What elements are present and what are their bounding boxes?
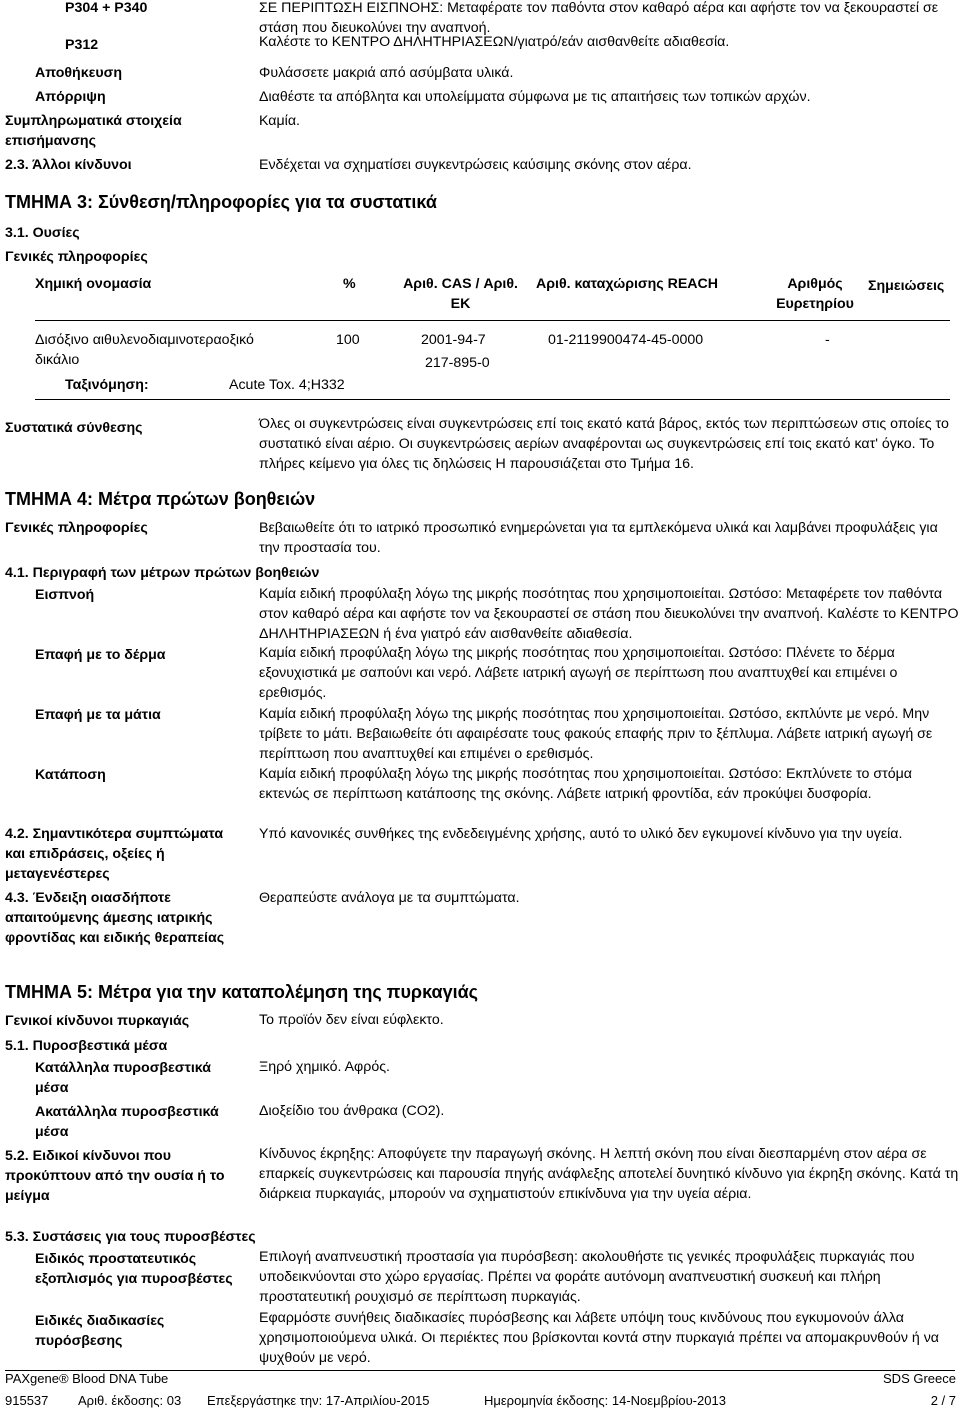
p312-code: P312 (65, 37, 99, 53)
subsection-4-2-text: Υπό κανονικές συνθήκες της ενδεδειγμένης χρήσης, αυτό το υλικό δεν εγκυμονεί κίνδυνο για την υγεία. (259, 826, 903, 842)
footer-doc-id: 915537 (5, 1393, 49, 1408)
composition-text: Όλες οι συγκεντρώσεις είναι συγκεντρώσεις επί τοις εκατό κατά βάρος, εκτός των περιπτώσεων στις οποίες το συστατικό είναι αέριο. Οι συγκεντρώσεις αερίων αναφέρονται ως συγκεντρώσεις επί τοις εκατό κατ' όγκο. Το πλήρες κείμενο για όλες τις δηλώσεις Η παρουσιάζεται στο Τμήμα 16. (259, 416, 949, 472)
subsection-4-1: 4.1. Περιγραφή των μέτρων πρώτων βοηθειών (5, 565, 320, 581)
s4-general-label: Γενικές πληροφορίες (5, 520, 148, 536)
eye-contact-text: Καμία ειδική προφύλαξη λόγω της μικρής ποσότητας που χρησιμοποιείται. Ωστόσο, εκπλύντε με νερό. Μην τρίβετε το μάτι. Βεβαιωθείτε ότι αφαιρέσατε τους φακούς επαφής πριν το ξέπλυμα. Λάβετε ιατρική αγωγή σε περίπτωση που αναπτυχθεί και επιμένει ο ερεθισμός. (259, 706, 933, 762)
ingestion-label: Κατάποση (35, 767, 106, 783)
table-cell-ec: 217-895-0 (425, 355, 490, 371)
table-header-divider (35, 320, 950, 321)
general-info-label: Γενικές πληροφορίες (5, 249, 148, 265)
suitable-media-text: Ξηρό χημικό. Αφρός. (259, 1059, 390, 1075)
col-header-reach: Αριθ. καταχώρισης REACH (536, 276, 719, 292)
composition-label: Συστατικά σύνθεσης (5, 420, 143, 436)
firefighting-procedures-text: Εφαρμόστε συνήθεις διαδικασίες πυρόσβεσης και λάβετε υπόψη τους κινδύνους που εγκυμονούν άλλα χρησιμοποιούμενα υλικά. Οι περιέκτες που βρίσκονται κοντά στην πυρκαγιά πρέπει να απομακρυνθούν ή να ψυχθούν με νερό. (259, 1310, 939, 1366)
unsuitable-media-label: Ακατάλληλα πυροσβεστικά μέσα (35, 1104, 219, 1140)
disposal-label: Απόρριψη (35, 89, 106, 105)
section4-title: ΤΜΗΜΑ 4: Μέτρα πρώτων βοηθειών (5, 489, 316, 509)
supplemental-text: Καμία. (259, 113, 300, 129)
fire-hazards-label: Γενικοί κίνδυνοι πυρκαγιάς (5, 1013, 190, 1029)
ingestion-text: Καμία ειδική προφύλαξη λόγω της μικρής ποσότητας που χρησιμοποιείται. Ωστόσο: Εκπλύνετε το στόμα εκτενώς σε περίπτωση κατάποσης της σκόνης. Λάβετε ιατρική φροντίδα, εάν προκύψει δυσφορία. (259, 766, 913, 802)
subsection-5-1: 5.1. Πυροσβεστικά μέσα (5, 1038, 168, 1054)
inhalation-text: Καμία ειδική προφύλαξη λόγω της μικρής ποσότητας που χρησιμοποιείται. Ωστόσο: Μεταφέρετε τον παθόντα στον καθαρό αέρα και αφήστε τον να ξεκουραστεί σε στάση που διευκολύνει την αναπνοή. Καλέστε το ΚΕΝΤΡΟ ΔΗΛΗΤΗΡΙΑΣΕΩΝ ή ένα γιατρό εάν αισθανθείτε αδιαθεσία. (259, 586, 959, 642)
ppe-label: Ειδικός προστατευτικός εξοπλισμός για πυροσβέστες (35, 1251, 233, 1287)
col-header-cas: Αριθ. CAS / Αριθ. ΕΚ (403, 276, 518, 312)
table-cell-percent: 100 (336, 332, 360, 348)
footer-revised: Επεξεργάστηκε την: 17-Απριλίου-2015 (207, 1393, 430, 1408)
table-cell-reach: 01-2119900474-45-0000 (548, 332, 704, 348)
skin-contact-text: Καμία ειδική προφύλαξη λόγω της μικρής ποσότητας που χρησιμοποιείται. Ωστόσο: Πλένετε το δέρμα εξονυχιστικά με σαπούνι και νερό. Λάβετε ιατρική αγωγή σε περίπτωση που αναπτυχθεί και επιμένει ο ερεθισμός. (259, 645, 898, 701)
table-bottom-divider (35, 399, 950, 400)
other-hazards-label: 2.3. Άλλοι κίνδυνοι (5, 157, 132, 173)
subsection-5-2-label: 5.2. Ειδικοί κίνδυνοι που προκύπτουν από την ουσία ή το μείγμα (5, 1148, 225, 1204)
eye-contact-label: Επαφή με τα μάτια (35, 707, 161, 723)
p304-text: ΣΕ ΠΕΡΙΠΤΩΣΗ ΕΙΣΠΝΟΗΣ: Μεταφέρατε τον παθόντα στον καθαρό αέρα και αφήστε τον να ξεκουραστεί σε στάση που διευκολύνει την αναπνοή. (259, 0, 939, 36)
col-header-percent: % (343, 276, 356, 292)
classification-value: Acute Tox. 4;H332 (229, 377, 345, 393)
p312-text: Καλέστε το ΚΕΝΤΡΟ ΔΗΛΗΤΗΡΙΑΣΕΩΝ/γιατρό/εάν αισθανθείτε αδιαθεσία. (259, 34, 730, 50)
footer-page-number: 2 / 7 (930, 1393, 956, 1408)
col-header-name: Χημική ονομασία (35, 276, 152, 292)
firefighting-procedures-label: Ειδικές διαδικασίες πυρόσβεσης (35, 1313, 165, 1349)
footer-product: PAXgene® Blood DNA Tube (5, 1371, 169, 1386)
table-cell-name: Δισόξινο αιθυλενοδιαμινοτεραοξικό δικάλιο (35, 332, 254, 368)
storage-label: Αποθήκευση (35, 65, 122, 81)
section3-title: ΤΜΗΜΑ 3: Σύνθεση/πληροφορίες για τα συστατικά (5, 192, 437, 212)
s4-general-text: Βεβαιωθείτε ότι το ιατρικό προσωπικό ενημερώνεται για τα εμπλεκόμενα υλικά και λαμβάνει προφυλάξεις για την προστασία του. (259, 520, 938, 556)
ppe-text: Επιλογή αναπνευστική προστασία για πυρόσβεση: ακολουθήστε τις γενικές προφυλάξεις πυρκαγιάς που υποδεικνύονται στο χώρο εργασίας. Πρέπει να φοράτε αυτόνομη αναπνευστική συσκευή και πλήρη προστατευτική ρουχισμό σε περίπτωση πυρκαγιάς. (259, 1249, 915, 1305)
col-header-index: Αριθμός Ευρετηρίου (776, 276, 854, 312)
fire-hazards-text: Το προϊόν δεν είναι εύφλεκτο. (259, 1012, 444, 1028)
subsection-5-3: 5.3. Συστάσεις για τους πυροσβέστες (5, 1229, 256, 1245)
supplemental-label: Συμπληρωματικά στοιχεία επισήμανσης (5, 113, 182, 149)
unsuitable-media-text: Διοξείδιο του άνθρακα (CO2). (259, 1103, 445, 1119)
classification-label: Ταξινόμηση: (65, 377, 149, 393)
other-hazards-text: Ενδέχεται να σχηματίσει συγκεντρώσεις καύσιμης σκόνης στον αέρα. (259, 157, 692, 173)
subsection-3-1: 3.1. Ουσίες (5, 225, 80, 241)
section5-title: ΤΜΗΜΑ 5: Μέτρα για την καταπολέμηση της πυρκαγιάς (5, 982, 479, 1002)
subsection-5-2-text: Κίνδυνος έκρηξης: Αποφύγετε την παραγωγή σκόνης. Η λεπτή σκόνη που είναι διεσπαρμένη στον αέρα σε επαρκείς συγκεντρώσεις και παρουσία πηγής ανάφλεξης αποτελεί δυνητικό κίνδυνο για έκρηξη σκόνης. Κατά τη διάρκεια πυρκαγιάς, μπορούν να σχηματιστούν επικίνδυνα για την υγεία αέρια. (259, 1146, 959, 1202)
table-cell-index: - (825, 332, 830, 348)
suitable-media-label: Κατάλληλα πυροσβεστικά μέσα (35, 1060, 211, 1096)
p304-code: P304 + P340 (65, 0, 148, 16)
table-cell-cas: 2001-94-7 (421, 332, 486, 348)
col-header-notes: Σημειώσεις (868, 278, 945, 294)
footer-country: SDS Greece (883, 1371, 956, 1386)
subsection-4-3-label: 4.3. Ένδειξη οιασδήποτε απαιτούμενης άμεσης ιατρικής φροντίδας και ειδικής θεραπείας (5, 890, 225, 946)
skin-contact-label: Επαφή με το δέρμα (35, 647, 166, 663)
subsection-4-3-text: Θεραπεύστε ανάλογα με τα συμπτώματα. (259, 890, 520, 906)
subsection-4-2-label: 4.2. Σημαντικότερα συμπτώματα και επιδράσεις, οξείες ή μεταγενέστερες (5, 826, 224, 882)
storage-text: Φυλάσσετε μακριά από ασύμβατα υλικά. (259, 65, 514, 81)
footer-issued: Ημερομηνία έκδοσης: 14-Νοεμβρίου-2013 (484, 1393, 726, 1408)
footer-version: Αριθ. έκδοσης: 03 (78, 1393, 182, 1408)
disposal-text: Διαθέστε τα απόβλητα και υπολείμματα σύμφωνα με τις απαιτήσεις των τοπικών αρχών. (259, 89, 811, 105)
inhalation-label: Εισπνοή (35, 587, 95, 603)
